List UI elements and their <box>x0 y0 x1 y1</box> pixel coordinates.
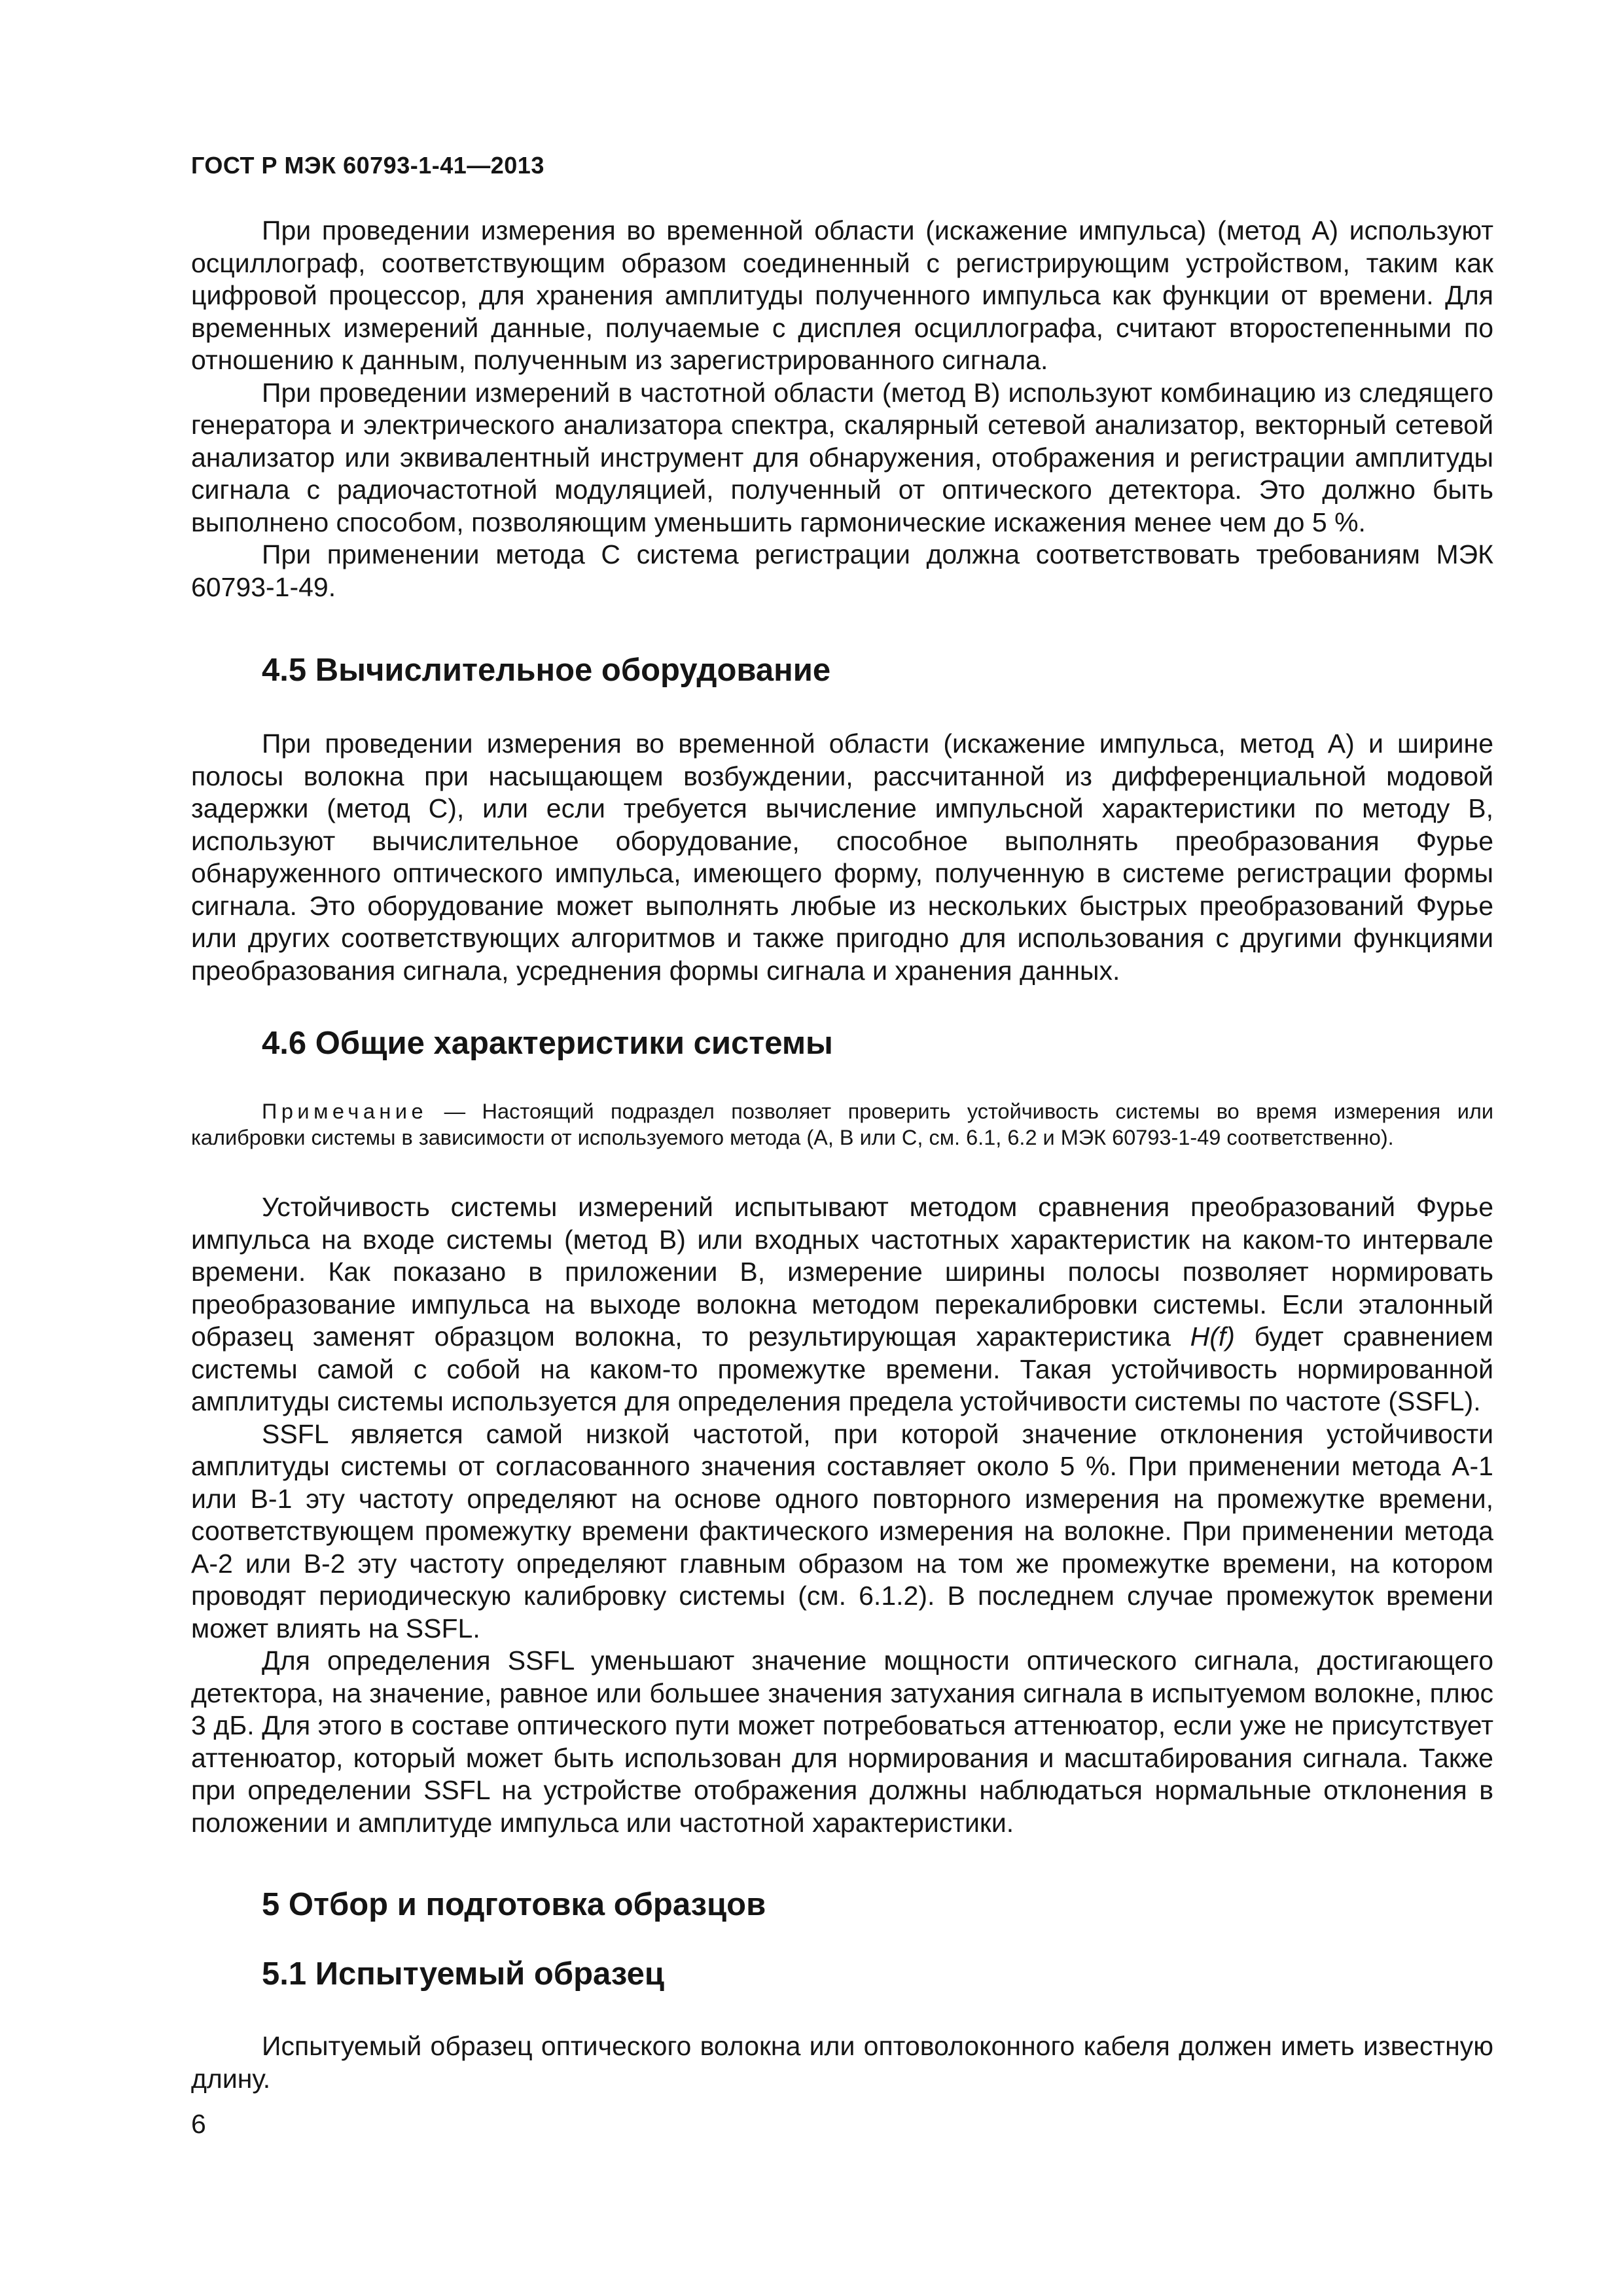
heading-4-6: 4.6 Общие характеристики системы <box>262 1026 833 1061</box>
paragraph-time-domain: При проведении измерения во временной области (искажение импульса) (метод А) используют осциллограф, соответствующим образом соединенный с регистрирующим устройством, таким как цифровой процессор, для хранения амплитуды полученного импульса как функции от времени. Для временных измерений данные, получаемые с дисплея осциллографа, считают второстепенными по отношению к данным, полученным из зарегистрированного сигнала. <box>191 215 1493 375</box>
paragraph-system-stability <box>191 1191 1493 1418</box>
paragraph-computing-equipment: При проведении измерения во временной области (искажение импульса, метод А) и ширине полосы волокна при насыщающем возбуждении, рассчитанной из дифференциальной модовой задержки (метод С), или если требуется вычисление импульсной характеристики по методу В, используют вычислительное оборудование, способное выполнять преобразования Фурье обнаруженного оптического импульса, имеющего форму, полученную в системе регистрации формы сигнала. Это оборудование может выполнять любые из нескольких быстрых преобразований Фурье или других соответствующих алгоритмов и также пригодно для использования с другими функциями преобразования сигнала, усреднения формы сигнала и хранения данных. <box>191 728 1493 986</box>
stability-text-part-2: будет сравнением системы самой с собой на каком-то промежутке времени. Такая устойчивость нормированной амплитуды системы используется для определения предела устойчивости системы по частоте (SSFL). <box>191 1321 1493 1416</box>
heading-5: 5 Отбор и подготовка образцов <box>262 1887 766 1922</box>
paragraph-frequency-domain: При проведении измерений в частотной области (метод В) используют комбинацию из следящего генератора и электрического анализатора спектра, скалярный сетевой анализатор, векторный сетевой анализатор или эквивалентный инструмент для обнаружения, отображения и регистрации амплитуды сигнала с радиочастотной модуляцией, полученный от оптического детектора. Это должно быть выполнено способом, позволяющим уменьшить гармонические искажения менее чем до 5 %. <box>191 377 1493 537</box>
stability-text-part-1: Устойчивость системы измерений испытывают методом сравнения преобразований Фурье импульса на входе системы (метод В) или входных частотных характеристик на каком-то интервале времени. Как показано в приложении В, измерение ширины полосы позволяет нормировать преобразование импульса на выходе волокна методом перекалибровки системы. Если эталонный образец заменят образцом волокна, то результирующая характеристика <box>191 1192 1493 1352</box>
document-header: ГОСТ Р МЭК 60793-1-41—2013 <box>191 152 544 179</box>
page-number: 6 <box>191 2109 206 2139</box>
formula-h-f: H(f) <box>1190 1321 1235 1352</box>
note-text: — Настоящий подраздел позволяет проверить устойчивость системы во время измерения или калибровки системы в зависимости от используемого метода (А, В или С, см. 6.1, 6.2 и МЭК 60793-1-49 соответственно). <box>191 1100 1493 1149</box>
heading-4-5: 4.5 Вычислительное оборудование <box>262 653 831 688</box>
paragraph-ssfl-definition: SSFL является самой низкой частотой, при которой значение отклонения устойчивости амплитуды системы от согласованного значения составляет около 5 %. При применении метода А-1 или В-1 эту частоту определяют на основе одного повторного измерения на промежутке времени, соответствующем промежутку времени фактического измерения на волокне. При применении метода А-2 или В-2 эту частоту определяют главным образом на том же промежутке времени, на котором проводят периодическую калибровку системы (см. 6.1.2). В последнем случае промежуток времени может влиять на SSFL. <box>191 1418 1493 1643</box>
paragraph-test-sample: Испытуемый образец оптического волокна или оптоволоконного кабеля должен иметь известную длину. <box>191 2031 1493 2094</box>
paragraph-ssfl-determination: Для определения SSFL уменьшают значение мощности оптического сигнала, достигающего детектора, на значение, равное или большее значения затухания сигнала в испытуемом волокне, плюс 3 дБ. Для этого в составе оптического пути может потребоваться аттенюатор, если уже не присутствует аттенюатор, который может быть использован для нормирования и масштабирования сигнала. Также при определении SSFL на устройстве отображения должны наблюдаться нормальные отклонения в положении и амплитуде импульса или частотной характеристики. <box>191 1645 1493 1838</box>
note-label: Примечание <box>262 1100 428 1123</box>
heading-5-1: 5.1 Испытуемый образец <box>262 1956 664 1992</box>
paragraph-method-c: При применении метода С система регистрации должна соответствовать требованиям МЭК 60793-1-49. <box>191 539 1493 602</box>
page-content <box>191 215 1493 2095</box>
note <box>191 1098 1493 1151</box>
